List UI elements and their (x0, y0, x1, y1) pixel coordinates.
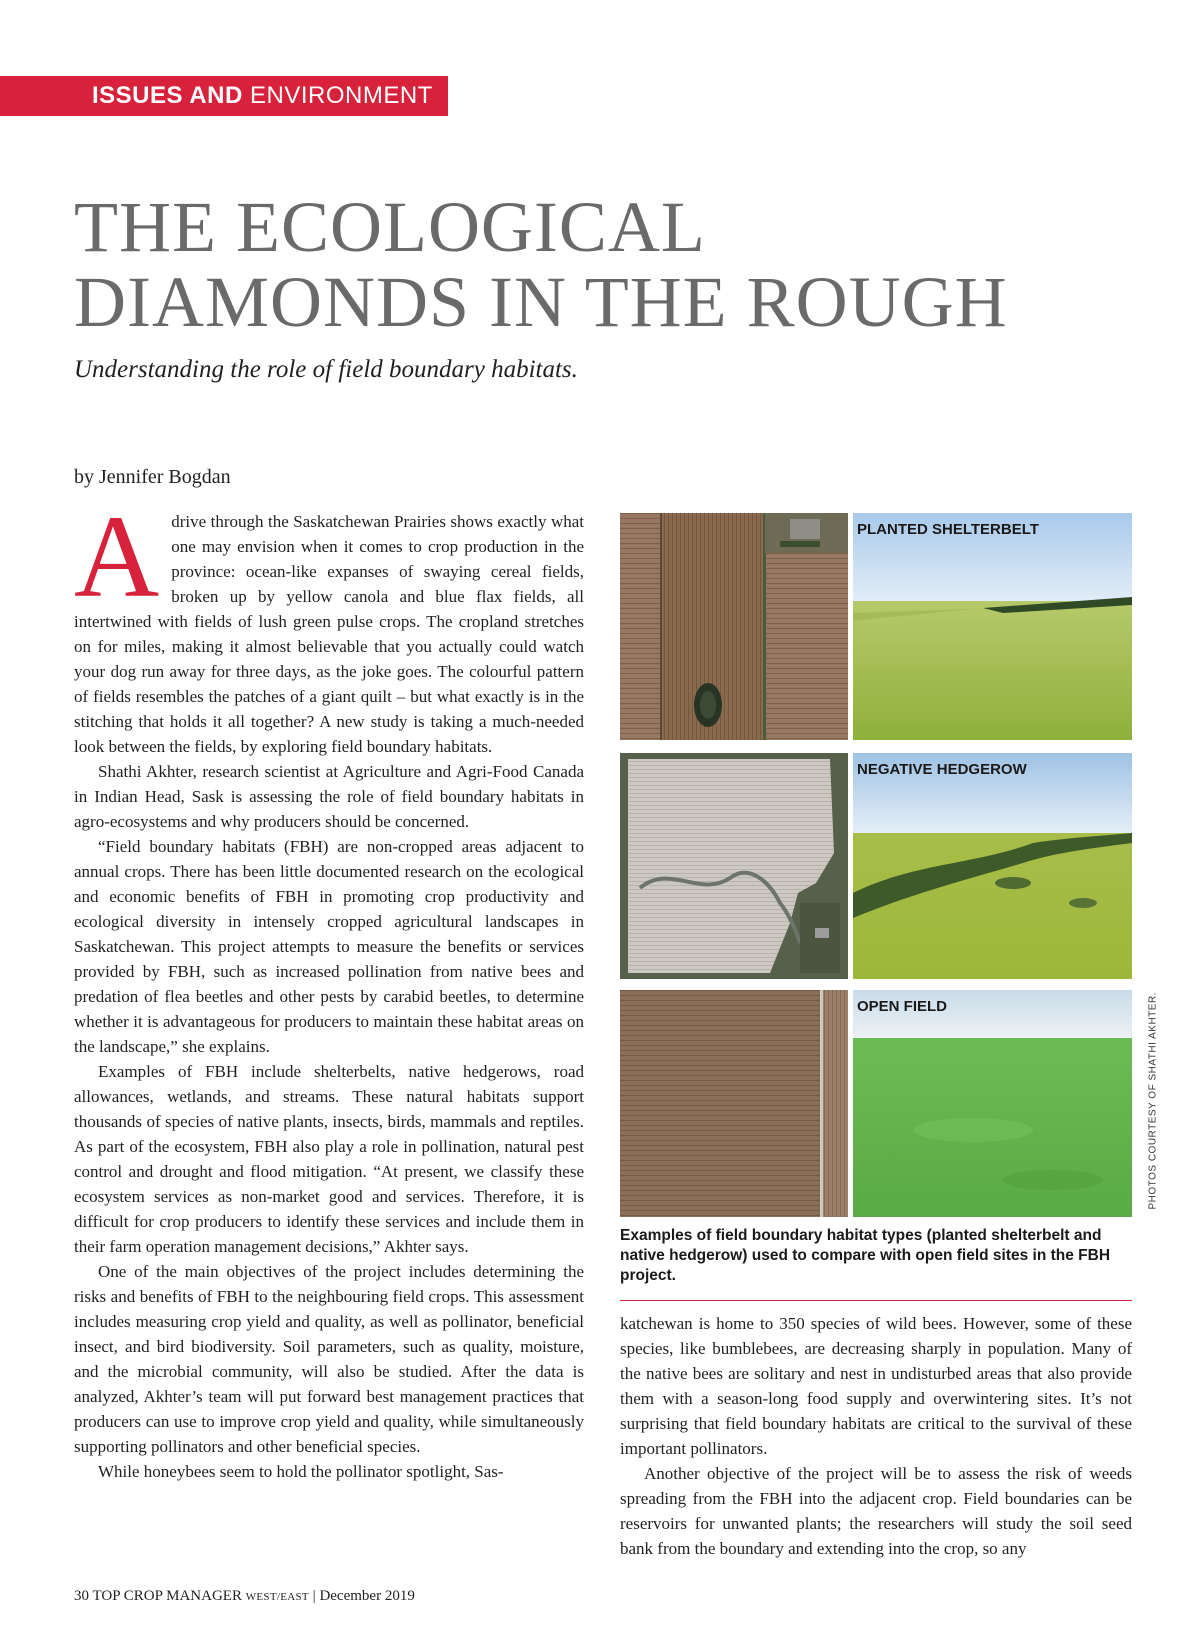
caption-divider (620, 1300, 1132, 1301)
photo-open-field (620, 990, 1132, 1217)
page-footer (74, 1588, 415, 1605)
page-number: 30 (74, 1588, 89, 1604)
ground-photo (853, 990, 1132, 1217)
byline: by Jennifer Bogdan (74, 466, 231, 488)
edition: WEST/EAST (245, 1591, 309, 1603)
section-label-bold: ISSUES AND (92, 82, 243, 109)
article-paragraph: “Field boundary habitats (FBH) are non-cropped areas adjacent to annual crops. There has been little documented research on the ecological and economic benefits of FBH in promoting crop productivity and ecological diversity in intensely cropped agricultural landscapes in Saskatchewan. This project attempts to measure the benefits or services provided by FBH, such as increased pollination from native bees and predation of flea beetles and other pests by carabid beetles, to determine whether it is advantageous for producers to maintain these habitat areas on the landscape,” she explains. (74, 837, 584, 1056)
photo-label: NEGATIVE HEDGEROW (857, 761, 1027, 778)
aerial-photo (620, 513, 848, 740)
headline-line-1: THE ECOLOGICAL (74, 187, 706, 267)
article-paragraph: One of the main objectives of the project includes determining the risks and benefits of FBH to the neighbouring field crops. This assessment includes measuring crop yield and quality, as well as pollinator, beneficial insect, and bird biodiversity. Soil parameters, such as quality, moisture, and the microbial community, will also be studied. After the data is analyzed, Akhter’s team will put forward best management practices that producers can use to improve crop yield and quality, while simultaneously supporting pollinators and other beneficial species. (74, 1262, 584, 1456)
photo-caption: Examples of field boundary habitat types (planted shelterbelt and native hedgerow) used to compare with open field sites in the FBH project. (620, 1227, 1111, 1284)
photo-credit: PHOTOS COURTESY OF SHATHI AKHTER. (1147, 992, 1159, 1210)
photo-negative-hedgerow (620, 753, 1132, 979)
aerial-photo (620, 990, 848, 1217)
photo-planted-shelterbelt (620, 513, 1132, 740)
article-right-column (620, 1311, 1132, 1561)
article-left-column (74, 491, 584, 1484)
deck: Understanding the role of field boundary habitats. (74, 356, 578, 383)
article-paragraph: Examples of FBH include shelterbelts, native hedgerows, road allowances, wetlands, and streams. These natural habitats support thousands of species of native plants, insects, birds, mammals and reptiles. As part of the ecosystem, FBH also play a role in pollination, natural pest control and drought and flood mitigation. “At present, we classify these ecosystem services as non-market good and services. Therefore, it is difficult for crop producers to identify these services and include them in their farm operation management decisions,” Akhter says. (74, 1062, 584, 1256)
headline (74, 187, 1134, 342)
photo-label: OPEN FIELD (857, 998, 948, 1015)
article-paragraph: A drive through the Saskatchewan Prairies shows exactly what one may envision when it comes to crop production in the province: ocean-like expanses of swaying cereal fields, broken up by yellow canola and blue flax fields, all intertwined with fields of lush green pulse crops. The cropland stretches on for miles, making it almost believable that you actually could watch your dog run away for three days, as the joke goes. The colourful pattern of fields resembles the patches of a giant quilt – but what exactly is in the stitching that holds it all together? A new study is taking a much-needed look between the fields, by exploring field boundary habitats. (74, 491, 584, 756)
article-paragraph: Another objective of the project will be to assess the risk of weeds spreading from the FBH into the adjacent crop. Field boundaries can be reservoirs for unwanted plants; the researchers will study the soil seed bank from the boundary and extending into the crop, so any (620, 1464, 1132, 1558)
headline-line-2: DIAMONDS IN THE ROUGH (74, 262, 1008, 342)
footer-separator: | (312, 1588, 316, 1604)
section-label-light: ENVIRONMENT (249, 82, 433, 109)
article-paragraph: Shathi Akhter, research scientist at Agriculture and Agri-Food Canada in Indian Head, Sask is assessing the role of field boundary habitats in agro-ecosystems and why producers should be concerned. (74, 762, 584, 831)
drop-cap: A (74, 491, 160, 622)
article-paragraph: While honeybees seem to hold the pollinator spotlight, Sas- (98, 1462, 504, 1481)
aerial-photo (620, 753, 848, 979)
section-tab (0, 76, 448, 116)
magazine-name: TOP CROP MANAGER (92, 1588, 242, 1604)
ground-photo (853, 513, 1132, 740)
photo-label: PLANTED SHELTERBELT (857, 521, 1039, 538)
article-paragraph: katchewan is home to 350 species of wild bees. However, some of these species, like bumblebees, are decreasing sharply in population. Many of the native bees are solitary and nest in undisturbed areas that also provide them with a season-long food supply and overwintering sites. It’s not surprising that field boundary habitats are critical to the survival of these important pollinators. (620, 1314, 1132, 1458)
issue-date: December 2019 (319, 1588, 415, 1604)
ground-photo (853, 753, 1132, 979)
